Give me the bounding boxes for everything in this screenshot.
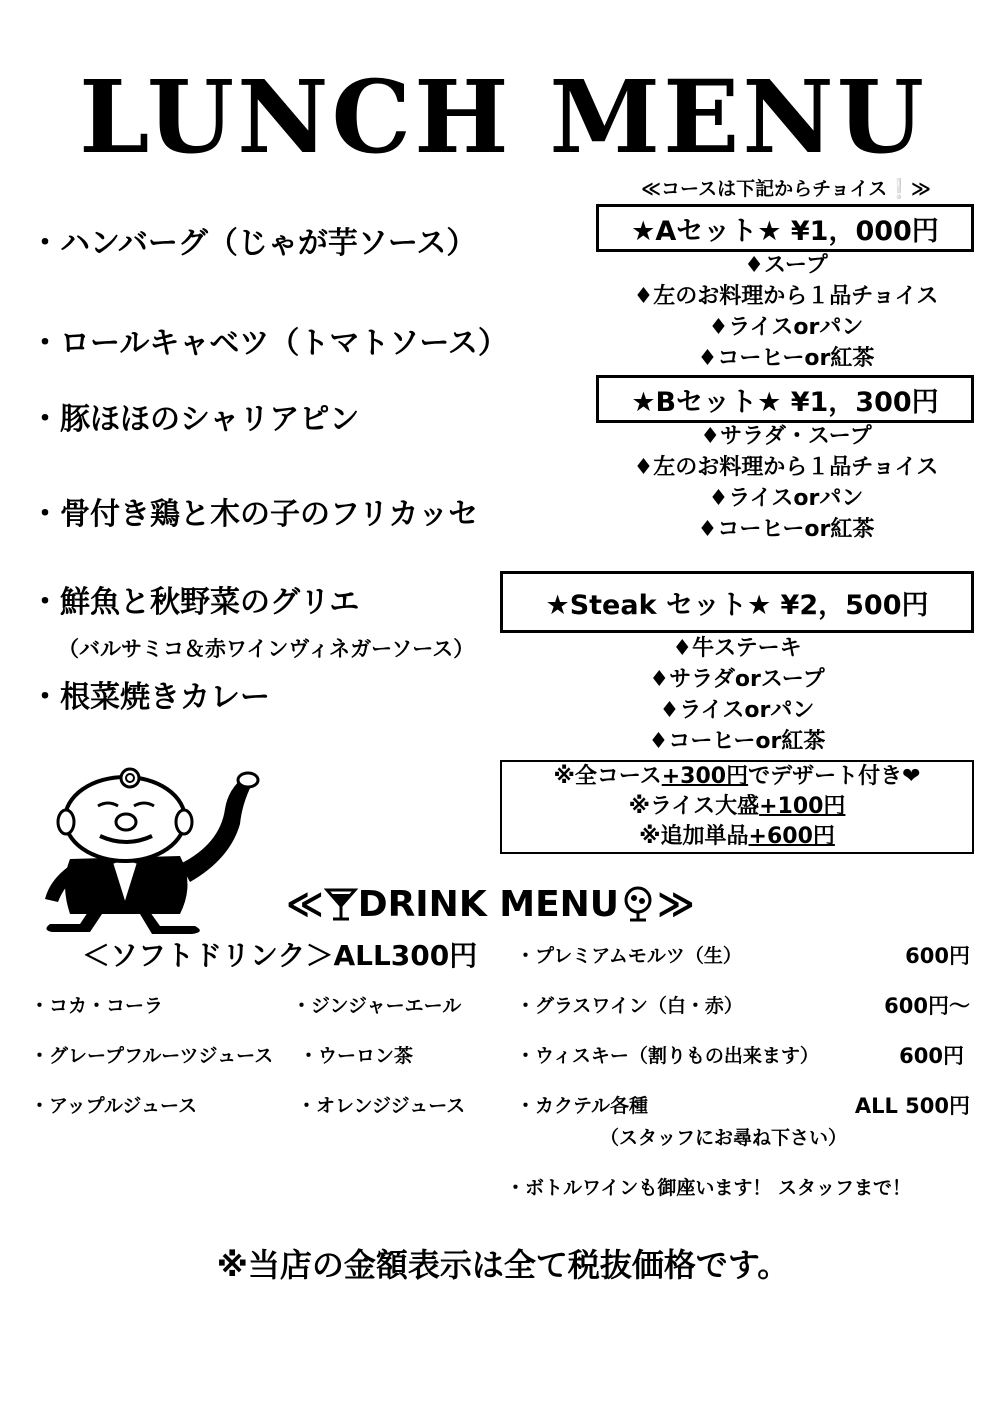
bottle-wine-note: ・ボトルワインも御座います！ スタッフまで！ [506, 1177, 912, 1199]
drink-open-bracket: ≪ [286, 884, 324, 925]
soft-drink-item: ・ウーロン茶 [299, 1045, 414, 1067]
set-b-box [596, 375, 974, 423]
tax-note: ※当店の金額表示は全て税抜価格です。 [216, 1246, 790, 1284]
set-a-title: ★Aセット★ ¥1，000円 [631, 215, 939, 247]
set-a-item: ♦ライスorパン [708, 315, 864, 340]
set-a-item: ♦スープ [744, 253, 828, 278]
set-a-box [596, 204, 974, 252]
dish-fish-sauce: （バルサミコ＆赤ワインヴィネガーソース） [58, 637, 475, 661]
soft-drink-item: ・オレンジジュース [297, 1095, 466, 1117]
set-steak-item: ♦サラダorスープ [649, 667, 825, 692]
set-steak-item: ♦牛ステーキ [672, 636, 802, 661]
set-steak-item: ♦コーヒーor紅茶 [648, 729, 826, 754]
extra-dish-note: ※追加単品+600円 [639, 824, 835, 849]
set-b-items [600, 421, 972, 545]
set-steak-items [500, 633, 974, 757]
cocktail-note: （スタッフにお尋ね下さい） [600, 1127, 848, 1149]
page-title: LUNCH MENU [79, 58, 927, 176]
rice-large-note: ※ライス大盛+100円 [628, 794, 846, 819]
alcohol-item: ・ウィスキー（割りもの出来ます） [516, 1045, 819, 1067]
soft-drink-item: ・コカ・コーラ [30, 995, 164, 1017]
cocktail-glass-icon [619, 886, 657, 924]
dish-pork-cheek: ・豚ほほのシャリアピン [30, 402, 360, 437]
extras-note-box [500, 760, 974, 854]
soft-drink-heading: ＜ソフトドリンク＞ALL300円 [82, 939, 478, 972]
dish-curry: ・根菜焼きカレー [30, 680, 270, 715]
soft-drink-item: ・ジンジャーエール [292, 995, 462, 1017]
dessert-note: ※全コース+300円でデザート付き❤ [553, 764, 921, 789]
dish-chicken-fricassee: ・骨付き鶏と木の子のフリカッセ [30, 497, 479, 532]
alcohol-price: ALL 500円 [854, 1094, 970, 1118]
alcohol-item: ・グラスワイン（白・赤） [516, 995, 743, 1017]
course-choice-note: ≪コースは下記からチョイス❕≫ [641, 178, 931, 200]
chef-mascot-illustration [30, 764, 260, 934]
alcohol-price: 600円 [899, 1044, 964, 1068]
set-b-title: ★Bセット★ ¥1，300円 [631, 386, 939, 418]
dish-hamburg: ・ハンバーグ（じゃが芋ソース） [30, 226, 477, 261]
drink-menu-title [286, 880, 695, 930]
drink-menu-label: DRINK MENU [357, 884, 620, 925]
soft-drink-item: ・グレープフルーツジュース [30, 1045, 274, 1067]
alcohol-price: 600円 [905, 944, 970, 968]
set-steak-box [500, 571, 974, 633]
set-a-item: ♦コーヒーor紅茶 [697, 346, 875, 371]
alcohol-item: ・カクテル各種 [516, 1095, 649, 1117]
set-b-item: ♦左のお料理から１品チョイス [633, 455, 939, 480]
alcohol-item: ・プレミアムモルツ（生） [516, 945, 742, 967]
set-steak-title: ★Steak セット★ ¥2，500円 [545, 589, 929, 621]
soft-drink-item: ・アップルジュース [30, 1095, 198, 1117]
cocktail-glass-icon [324, 886, 358, 924]
set-b-item: ♦ライスorパン [708, 486, 864, 511]
set-b-item: ♦サラダ・スープ [700, 424, 872, 449]
alcohol-price: 600円～ [884, 994, 970, 1018]
set-steak-item: ♦ライスorパン [659, 698, 815, 723]
set-a-item: ♦左のお料理から１品チョイス [633, 284, 939, 309]
dish-fish-grill: ・鮮魚と秋野菜のグリエ [30, 585, 360, 620]
dish-cabbage-roll: ・ロールキャベツ（トマトソース） [30, 326, 508, 361]
set-b-item: ♦コーヒーor紅茶 [697, 517, 875, 542]
set-a-items [600, 250, 972, 374]
drink-close-bracket: ≫ [657, 884, 695, 925]
